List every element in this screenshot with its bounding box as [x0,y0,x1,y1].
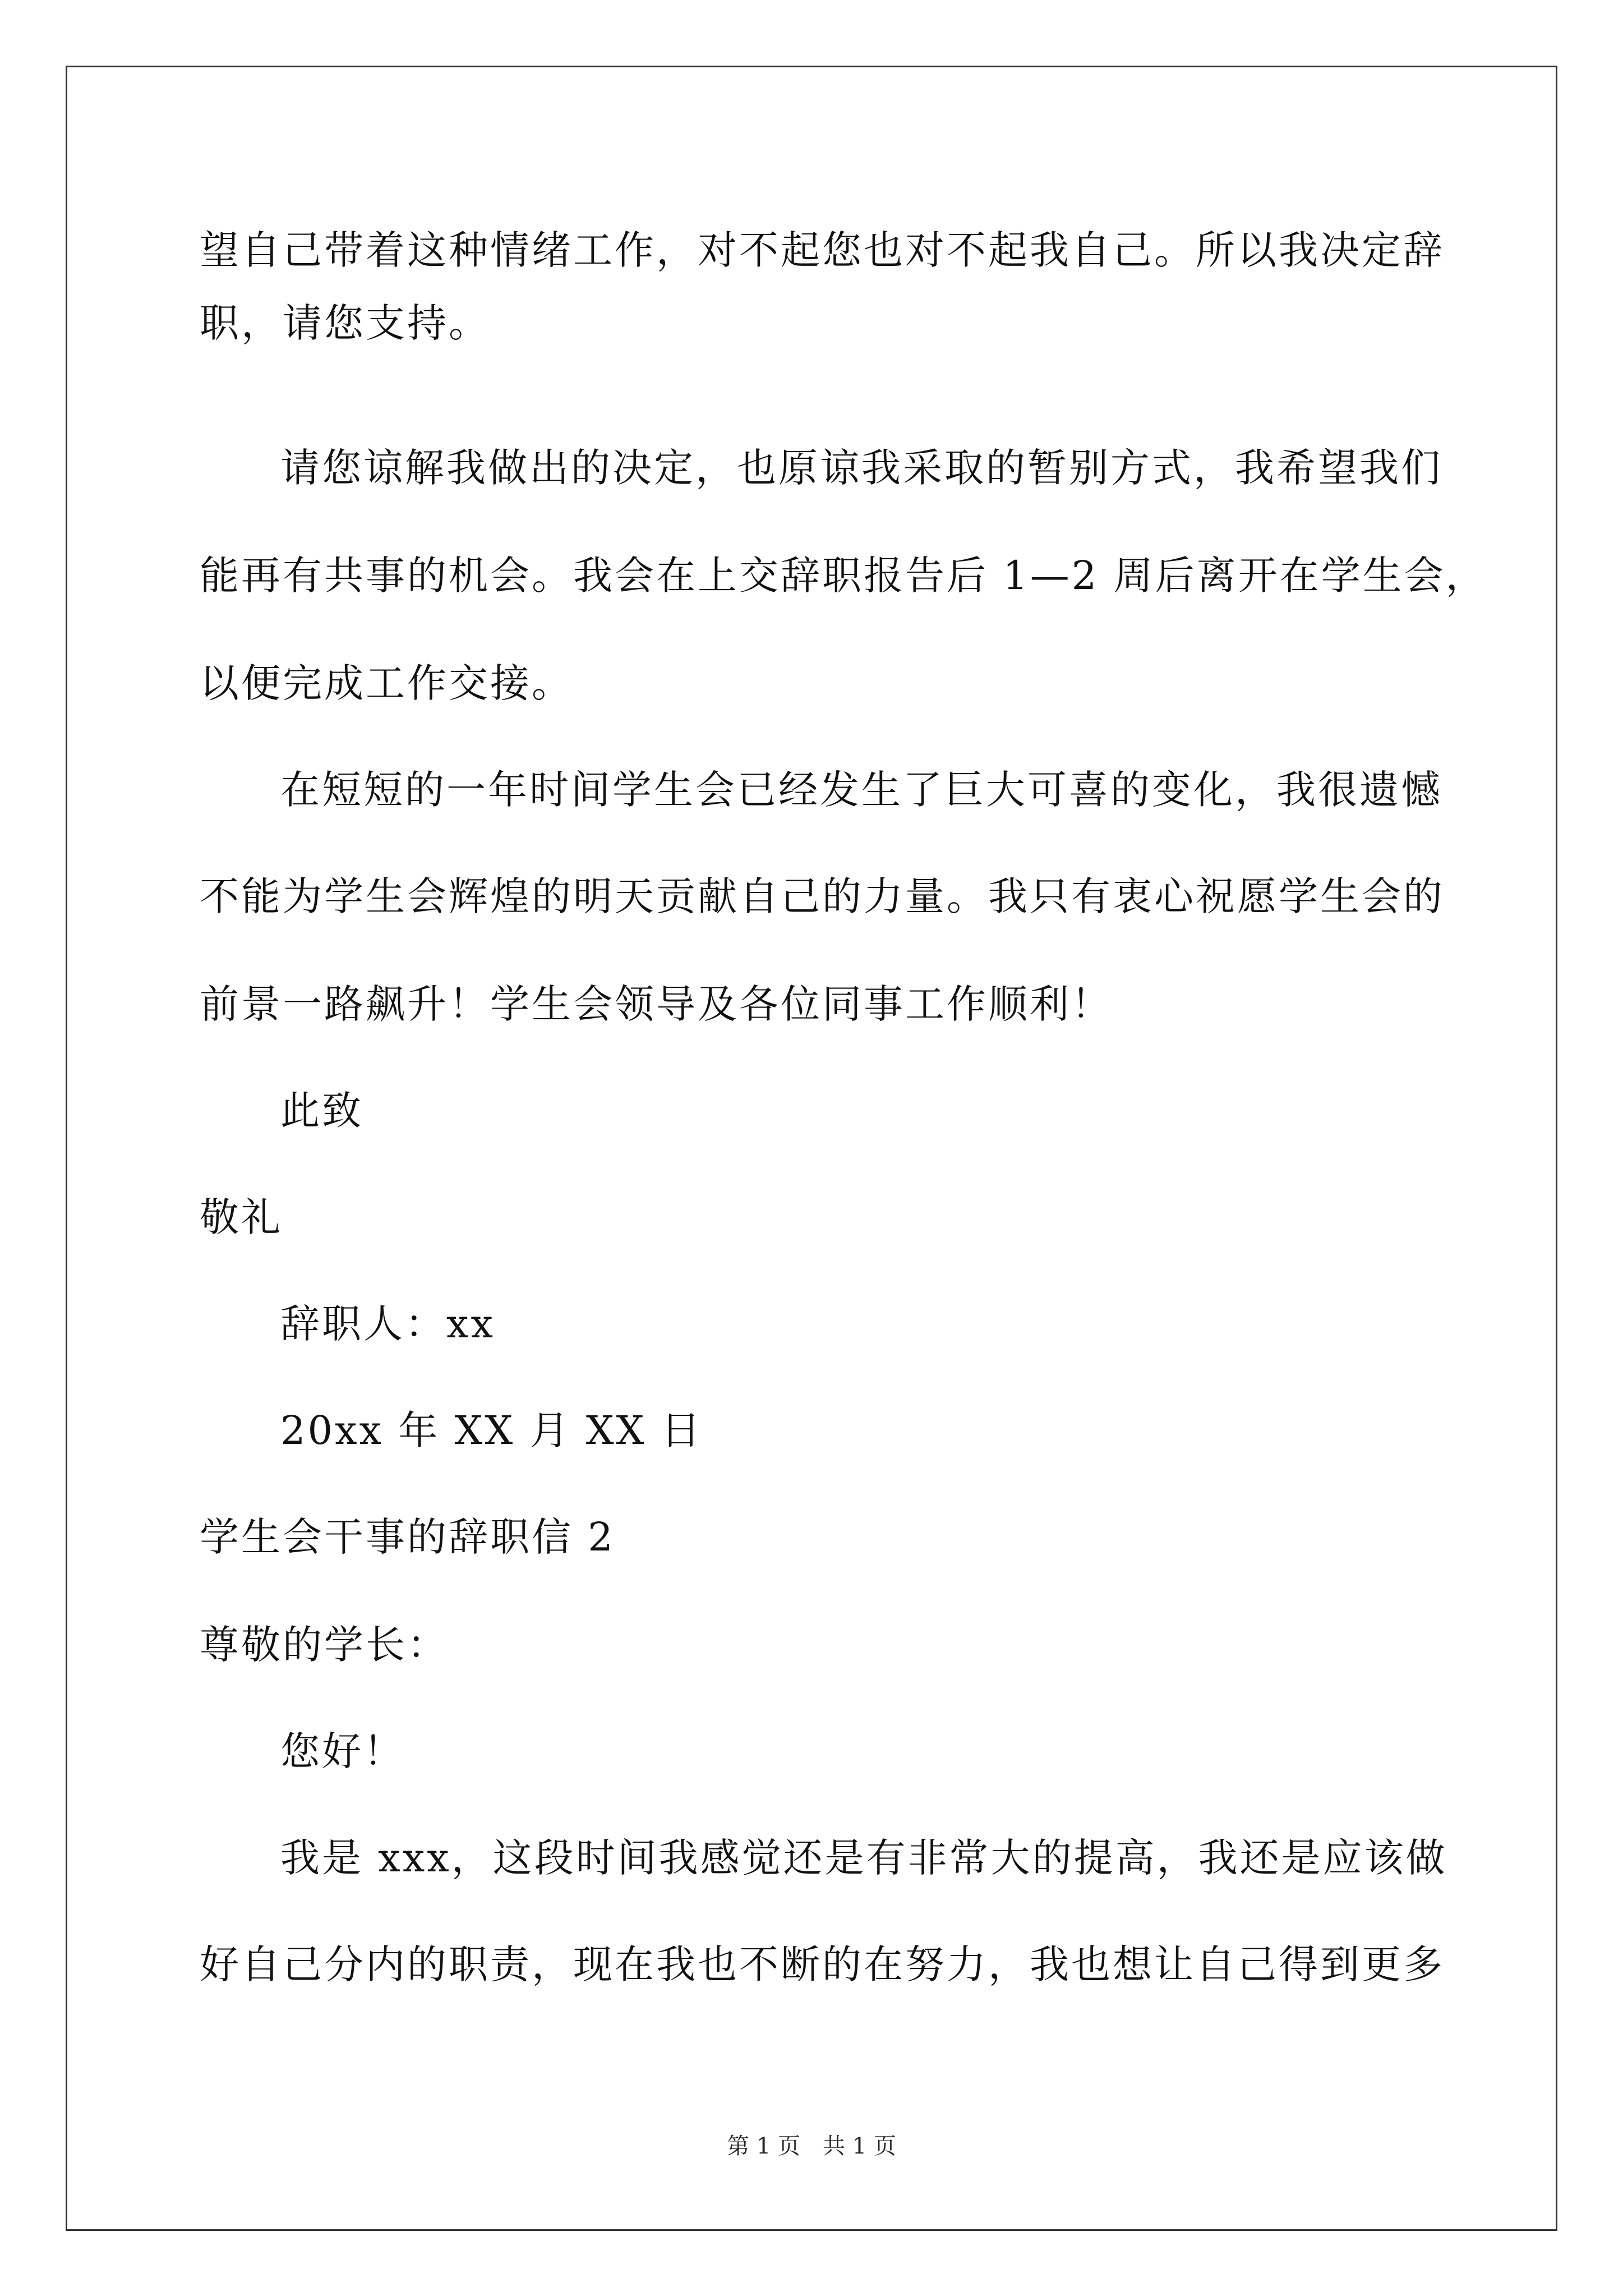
body-line: 能再有共事的机会。我会在上交辞职报告后 1—2 周后离开在学生会， [200,553,1487,599]
body-line: 不能为学生会辉煌的明天贡献自己的力量。我只有衷心祝愿学生会的 [200,873,1445,919]
body-line: 请您谅解我做出的决定，也原谅我采取的暂别方式，我希望我们 [280,445,1442,491]
date-line: 20xx 年 XX 月 XX 日 [280,1407,703,1453]
page-number-footer: 第 1 页 共 1 页 [727,2133,896,2159]
greeting: 您好！ [280,1728,405,1774]
body-line: 我是 xxx，这段时间我感觉还是有非常大的提高，我还是应该做 [280,1835,1447,1881]
body-line: 在短短的一年时间学生会已经发生了巨大可喜的变化，我很遗憾 [280,767,1442,813]
body-line: 好自己分内的职责，现在我也不断的在努力，我也想让自己得到更多 [200,1941,1445,1987]
closing-regards: 敬礼 [200,1194,283,1240]
body-line: 前景一路飙升！学生会领导及各位同事工作顺利！ [200,981,1113,1027]
body-line: 以便完成工作交接。 [200,660,573,706]
body-line: 职，请您支持。 [200,300,490,346]
body-line: 望自己带着这种情绪工作，对不起您也对不起我自己。所以我决定辞 [200,227,1445,273]
section-title: 学生会干事的辞职信 2 [200,1514,615,1560]
closing-salutation: 此致 [280,1088,363,1134]
signer: 辞职人：xx [280,1301,495,1347]
greeting-recipient: 尊敬的学长： [200,1622,449,1668]
page-border [66,66,1557,2231]
